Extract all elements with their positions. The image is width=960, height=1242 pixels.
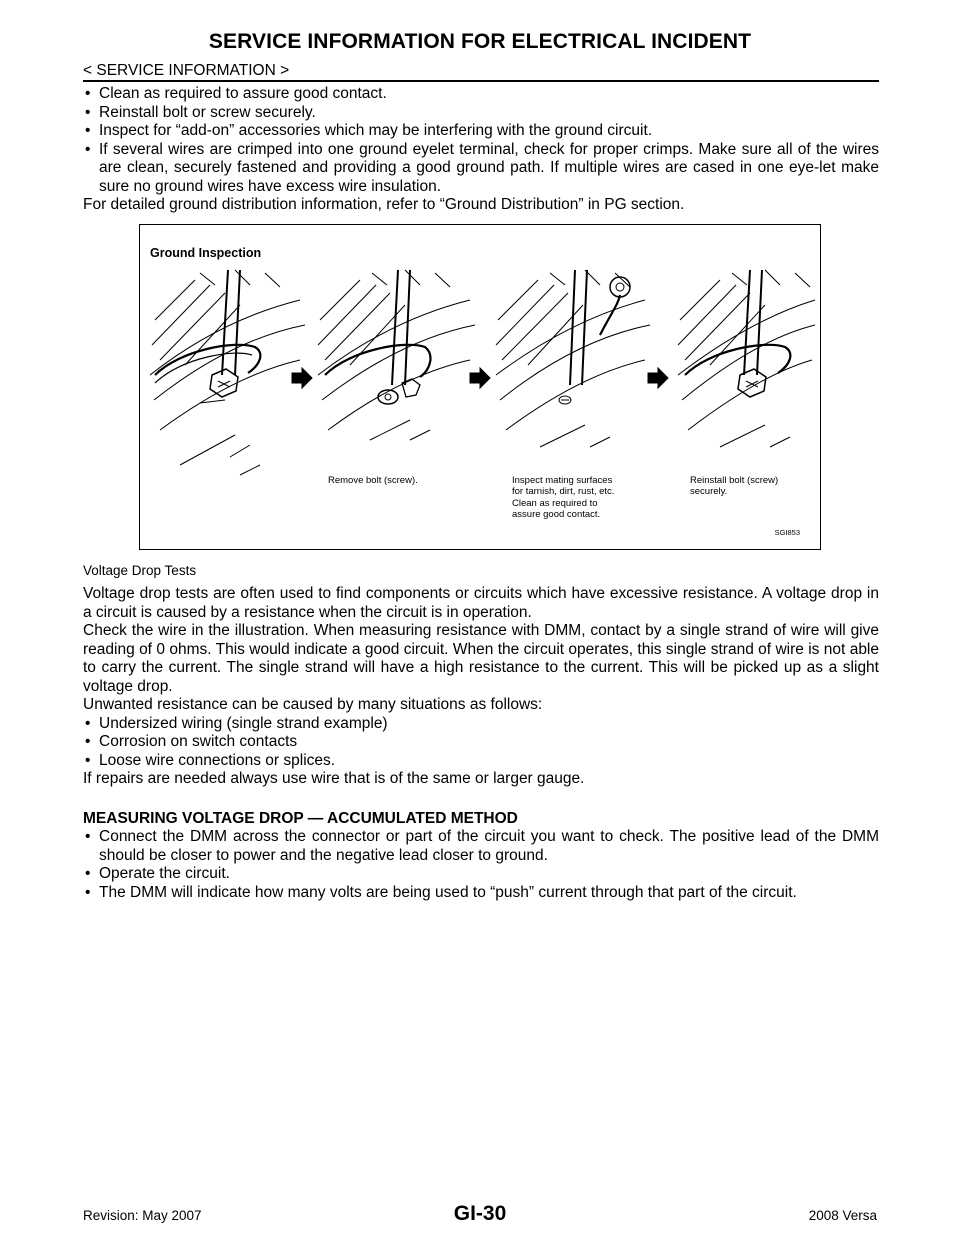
header-rule [83, 80, 879, 82]
bullet-crimped-wires: • If several wires are crimped into one ground eyelet terminal, check for proper crimps. Make sure all of the wires are clean, securely fastened and providing a good ground path. If multiple wires are cased in one eye-let make sure no ground wires have excess wire insulation. [83, 141, 879, 197]
bullet-reinstall: • Reinstall bolt or screw securely. [83, 104, 879, 123]
cause-undersized-wiring: • Undersized wiring (single strand example) [83, 715, 879, 734]
panel-inspect-surfaces [496, 270, 650, 447]
page-content [83, 85, 879, 902]
voltage-drop-causes-intro: Unwanted resistance can be caused by many situations as follows: [83, 696, 543, 713]
figure-title: Ground Inspection [150, 245, 262, 260]
bullet-add-on: • Inspect for “add-on” accessories which may be interfering with the ground circuit. [83, 122, 879, 141]
arrow-2 [470, 368, 490, 388]
repair-gauge-note: If repairs are needed always use wire that is of the same or larger gauge. [83, 770, 585, 787]
panel-reinstall-bolt [678, 270, 815, 447]
caption-remove-bolt: Remove bolt (screw). [328, 474, 418, 486]
accumulated-method-heading: MEASURING VOLTAGE DROP — ACCUMULATED METHOD [83, 809, 518, 827]
step-read-dmm: • The DMM will indicate how many volts are being used to “push” current through that part of the circuit. [83, 884, 879, 903]
page-number: GI-30 [453, 1202, 507, 1225]
footer-revision: Revision: May 2007 [83, 1208, 202, 1223]
voltage-drop-wire-check: Check the wire in the illustration. When measuring resistance with DMM, contact by a single strand of wire will give reading of 0 ohms. This would indicate a good circuit. When the circuit operates, this single strand of wire is not able to carry the current. The single strand will have a high resistance to the current. This will be picked up as a slight voltage drop. [83, 622, 879, 695]
caption-reinstall-bolt: Reinstall bolt (screw) securely. [690, 474, 779, 497]
panel-installed-bolt [150, 270, 305, 475]
arrow-3 [648, 368, 668, 388]
panel-remove-bolt [318, 270, 475, 440]
ground-distribution-note: For detailed ground distribution information, refer to “Ground Distribution” in PG section. [83, 196, 685, 213]
step-operate-circuit: • Operate the circuit. [83, 865, 879, 884]
arrow-1 [292, 368, 312, 388]
ground-inspection-figure [139, 224, 821, 550]
figure-id: SGI853 [774, 528, 800, 537]
bullet-clean: • Clean as required to assure good contact. [83, 85, 879, 104]
cause-loose-connections: • Loose wire connections or splices. [83, 752, 879, 771]
page-title: SERVICE INFORMATION FOR ELECTRICAL INCIDENT [208, 30, 752, 53]
footer-model: 2008 Versa [808, 1208, 877, 1223]
voltage-drop-heading: Voltage Drop Tests [83, 562, 197, 578]
section-breadcrumb: < SERVICE INFORMATION > [83, 62, 290, 79]
caption-inspect-surfaces: Inspect mating surfaces for tarnish, dirt, rust, etc. Clean as required to assure good contact. [512, 474, 615, 520]
voltage-drop-intro: Voltage drop tests are often used to find components or circuits which have excessive resistance. A voltage drop in a circuit is caused by a resistance when the circuit is in operation. [83, 585, 879, 621]
cause-corrosion: • Corrosion on switch contacts [83, 733, 879, 752]
ground-inspection-illustration [140, 225, 820, 549]
step-connect-dmm: • Connect the DMM across the connector or part of the circuit you want to check. The positive lead of the DMM should be closer to power and the negative lead closer to ground. [83, 828, 879, 865]
